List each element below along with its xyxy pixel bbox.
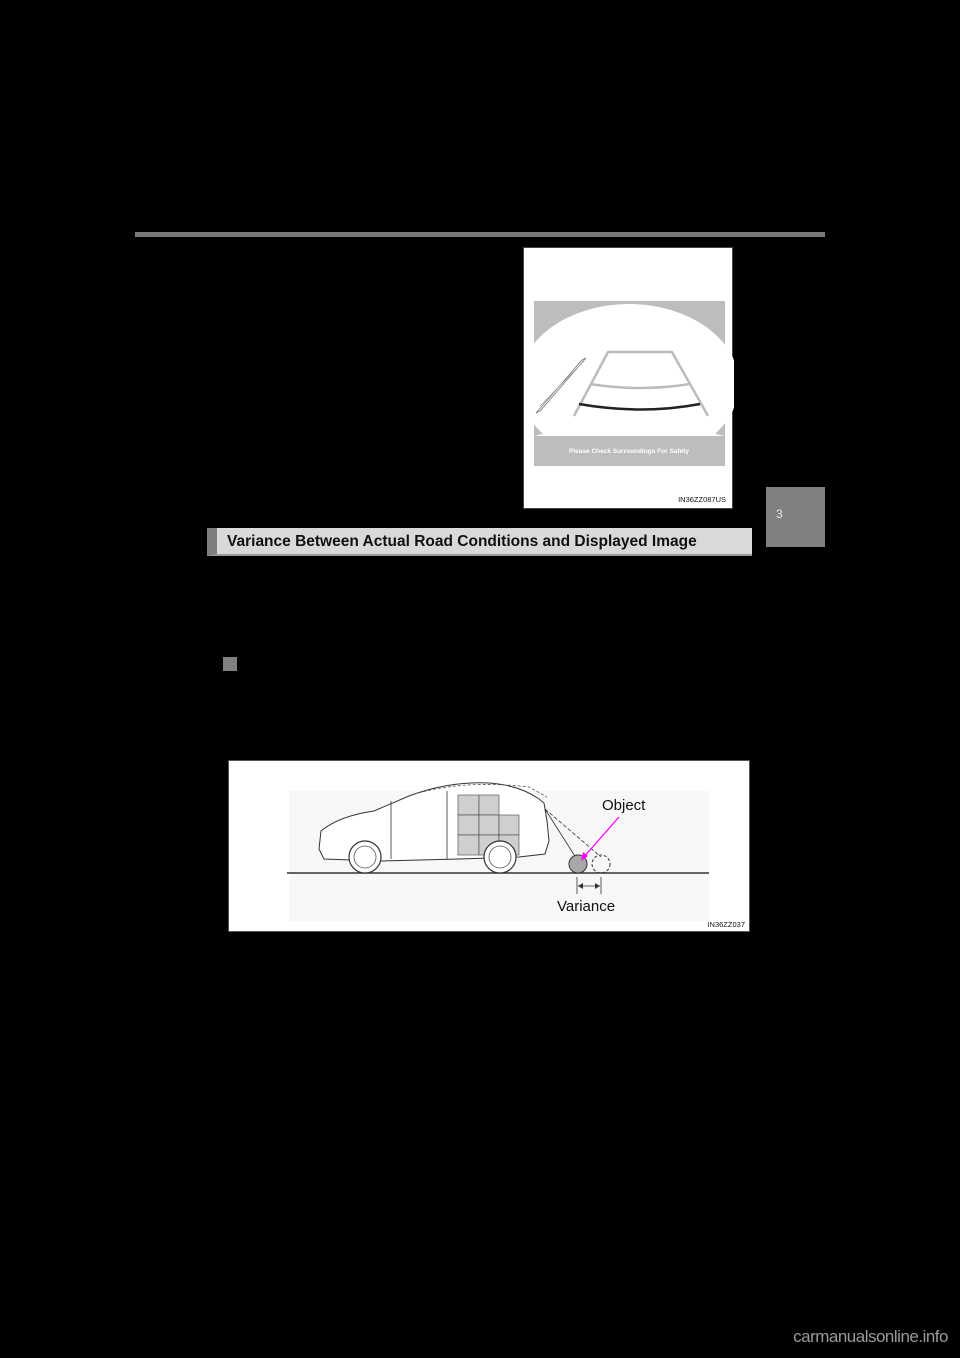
car-side-view-icon (229, 761, 751, 933)
camera-safety-message: Please Check Surroundings For Safety (569, 448, 689, 455)
variance-label: Variance (557, 898, 616, 915)
square-bullet-icon (223, 657, 237, 671)
figure-code: IN36ZZ037 (707, 920, 745, 929)
chapter-number: 3 (776, 507, 783, 521)
watermark-link[interactable]: carmanualsonline.info (793, 1327, 948, 1346)
car-variance-figure (228, 760, 750, 932)
rear-camera-display-figure (523, 247, 733, 509)
figure-code: IN36ZZ087US (678, 495, 726, 504)
section-heading (207, 528, 752, 556)
section-heading-text: Variance Between Actual Road Conditions and Displayed Image (227, 533, 697, 550)
header-rule (135, 232, 825, 237)
rear-camera-guide-lines-icon (524, 248, 734, 510)
chapter-tab[interactable] (766, 487, 825, 547)
object-label: Object (602, 797, 646, 814)
